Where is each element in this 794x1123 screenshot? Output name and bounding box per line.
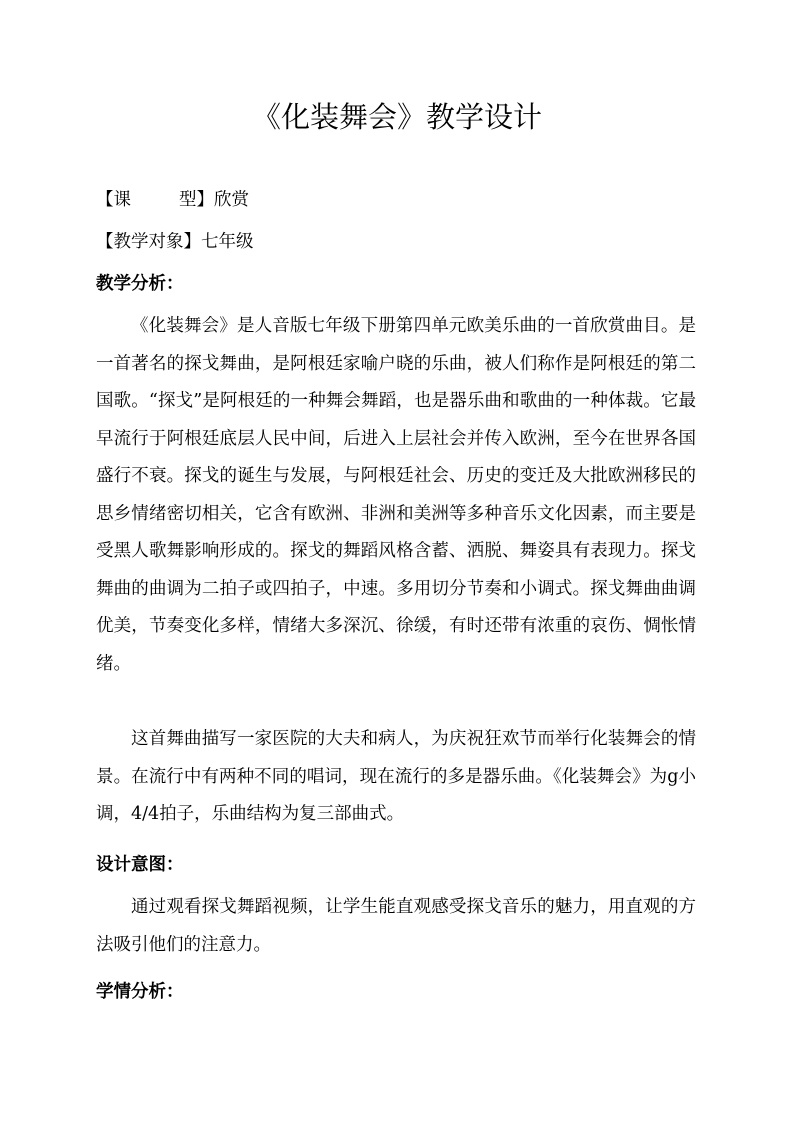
analysis-paragraph-1: 《化装舞会》是人音版七年级下册第四单元欧美乐曲的一首欣赏曲目。是一首著名的探戈舞曲，是阿根廷家喻户晓的乐曲，被人们称作是阿根廷的第二国歌。“探戈”是阿根廷的一种舞会舞蹈，也是器乐曲和歌曲的一种体裁。它最早流行于阿根廷底层人民中间，后进入上层社会并传入欧洲，至今在世界各国盛行不衰。探戈的诞生与发展，与阿根廷社会、历史的变迁及大批欧洲移民的思乡情绪密切相关，它含有欧洲、非洲和美洲等多种音乐文化因素，而主要是受黑人歌舞影响形成的。探戈的舞蹈风格含蓄、洒脱、舞姿具有表现力。探戈舞曲的曲调为二拍子或四拍子，中速。多用切分节奏和小调式。探戈舞曲曲调优美，节奏变化多样，情绪大多深沉、徐缓，有时还带有浓重的哀伤、惆怅情绪。 bbox=[96, 316, 696, 674]
design-intent-paragraph: 通过观看探戈舞蹈视频，让学生能直观感受探戈音乐的魅力，用直观的方法吸引他们的注意力。 bbox=[96, 897, 696, 955]
design-intent-heading: 设计意图： bbox=[96, 855, 184, 875]
course-type-suffix: 型】欣赏 bbox=[179, 190, 249, 210]
document-title: 《化装舞会》教学设计 bbox=[251, 100, 542, 134]
learner-analysis-heading: 学情分析： bbox=[96, 982, 184, 1002]
course-type-prefix: 【课 bbox=[96, 190, 131, 210]
analysis-paragraph-2: 这首舞曲描写一家医院的大夫和病人，为庆祝狂欢节而举行化装舞会的情景。在流行中有两种不同的唱词，现在流行的多是器乐曲。《化装舞会》为g小调，4/4拍子，乐曲结构为复三部曲式。 bbox=[96, 729, 696, 824]
course-type-line bbox=[96, 188, 249, 212]
teaching-target-line: 【教学对象】七年级 bbox=[96, 232, 254, 252]
analysis-heading: 教学分析： bbox=[96, 274, 184, 294]
